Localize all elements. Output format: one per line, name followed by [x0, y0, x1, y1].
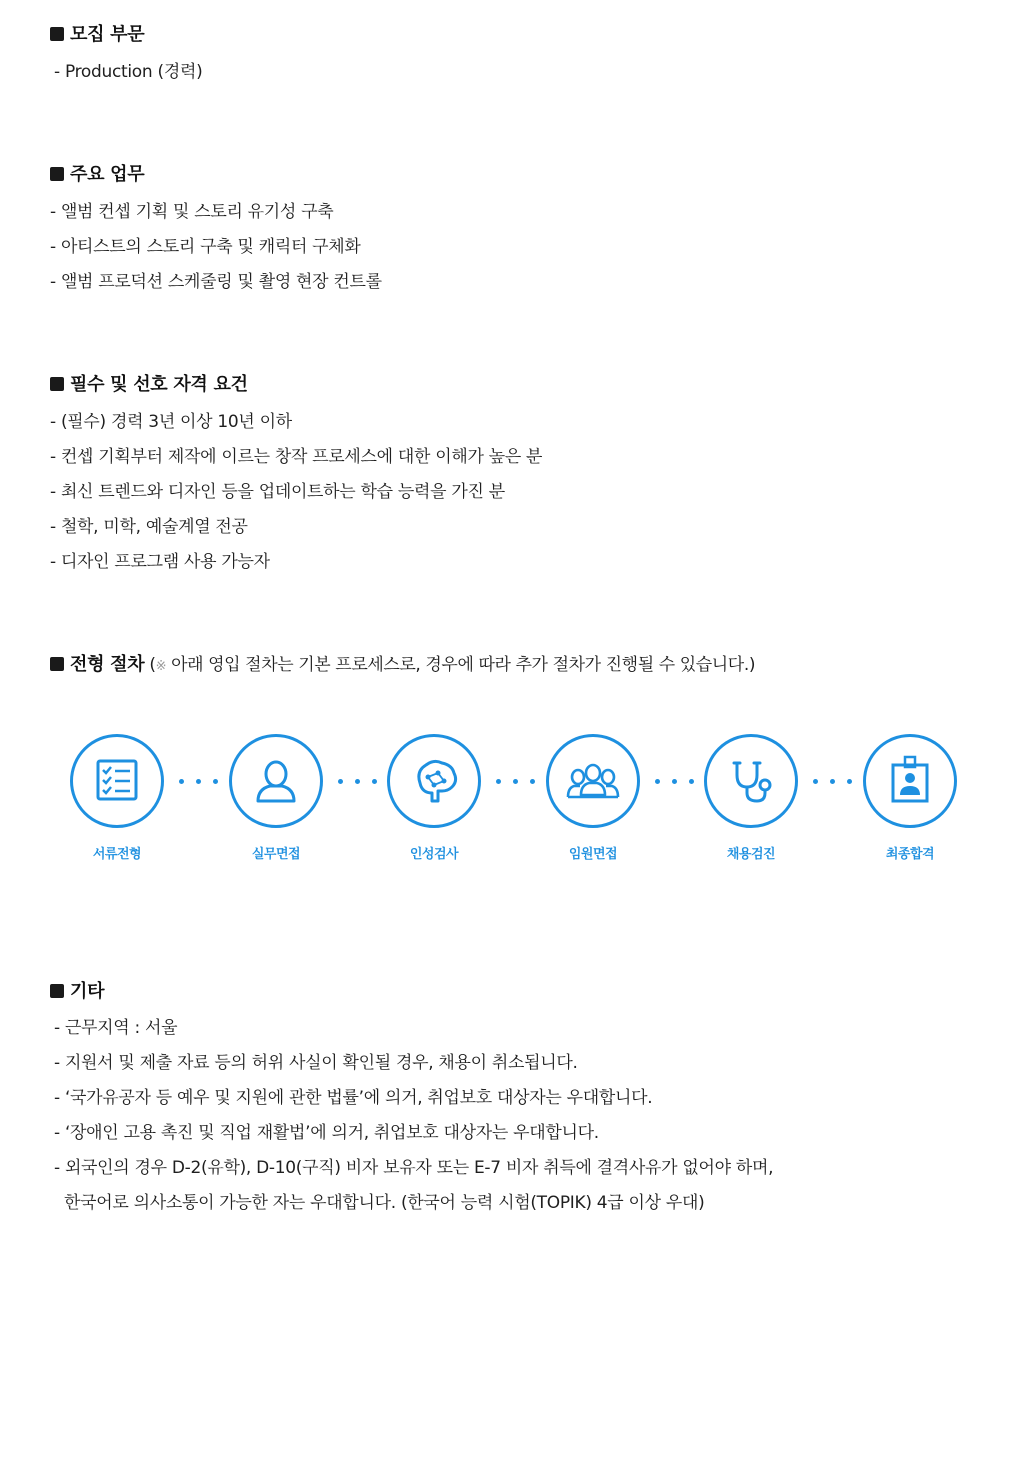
brain-icon	[390, 737, 478, 825]
step-label: 임원면접	[568, 847, 618, 862]
section-bullet-square	[50, 657, 64, 671]
qualification-item: - 최신 트렌드와 디자인 등을 업데이트하는 학습 능력을 가진 분	[50, 482, 505, 502]
qualification-item: - 디자인 프로그램 사용 가능자	[50, 552, 270, 572]
connector-dots	[177, 779, 221, 785]
duty-item: - 앨범 프로덕션 스케줄링 및 촬영 현장 컨트롤	[50, 272, 382, 292]
qualification-item: - (필수) 경력 3년 이상 10년 이하	[50, 412, 292, 432]
step-label: 인성검사	[409, 847, 459, 862]
connector-dots	[653, 779, 697, 785]
document-checklist-icon	[73, 737, 161, 825]
process-flow	[0, 730, 1012, 870]
process-note: (※ 아래 영입 절차는 기본 프로세스로, 경우에 따라 추가 절차가 진행될 수 있습니다.)	[144, 655, 756, 675]
section-bullet-square	[50, 984, 64, 998]
step-circle-executive	[546, 734, 640, 828]
section-bullet-square	[50, 167, 64, 181]
duty-item: - 앨범 컨셉 기획 및 스토리 유기성 구축	[50, 202, 334, 222]
section-bullet-square	[50, 27, 64, 41]
step-label: 실무면접	[251, 847, 301, 862]
step-label: 서류전형	[92, 847, 142, 862]
section-title-duties: 주요 업무	[50, 160, 144, 186]
connector-dots	[811, 779, 855, 785]
section-title-recruit: 모집 부문	[50, 20, 144, 46]
qualification-item: - 철학, 미학, 예술계열 전공	[50, 517, 248, 537]
duty-item: - 아티스트의 스토리 구축 및 캐릭터 구체화	[50, 237, 361, 257]
etc-item: - ‘국가유공자 등 예우 및 지원에 관한 법률’에 의거, 취업보호 대상자는 우대합니다.	[54, 1088, 653, 1108]
section-title-qualifications: 필수 및 선호 자격 요건	[50, 370, 248, 396]
step-circle-medical	[704, 734, 798, 828]
etc-item: - ‘장애인 고용 촉진 및 직업 재활법’에 의거, 취업보호 대상자는 우대합니다.	[54, 1123, 599, 1143]
person-icon	[232, 737, 320, 825]
reference-mark: ※	[155, 659, 167, 674]
etc-item: - 근무지역 : 서울	[54, 1018, 178, 1038]
connector-dots	[494, 779, 538, 785]
recruit-item: - Production (경력)	[54, 62, 203, 82]
stethoscope-icon	[707, 737, 795, 825]
step-label: 채용검진	[726, 847, 776, 862]
step-label: 최종합격	[885, 847, 935, 862]
qualification-item: - 컨셉 기획부터 제작에 이르는 창작 프로세스에 대한 이해가 높은 분	[50, 447, 543, 467]
etc-item: - 외국인의 경우 D-2(유학), D-10(구직) 비자 보유자 또는 E-7 비자 취득에 결격사유가 없어야 하며,	[54, 1158, 774, 1178]
etc-item: - 지원서 및 제출 자료 등의 허위 사실이 확인될 경우, 채용이 취소됩니다.	[54, 1053, 578, 1073]
section-bullet-square	[50, 377, 64, 391]
section-title-process: 전형 절차 (※ 아래 영입 절차는 기본 프로세스로, 경우에 따라 추가 절차가 진행될 수 있습니다.)	[50, 650, 755, 676]
step-circle-interview	[229, 734, 323, 828]
step-circle-final	[863, 734, 957, 828]
step-circle-personality	[387, 734, 481, 828]
group-icon	[549, 737, 637, 825]
section-title-etc: 기타	[50, 977, 104, 1003]
id-badge-icon	[866, 737, 954, 825]
connector-dots	[336, 779, 380, 785]
step-circle-document	[70, 734, 164, 828]
etc-item-continuation: 한국어로 의사소통이 가능한 자는 우대합니다. (한국어 능력 시험(TOPIK) 4급 이상 우대)	[64, 1193, 705, 1213]
